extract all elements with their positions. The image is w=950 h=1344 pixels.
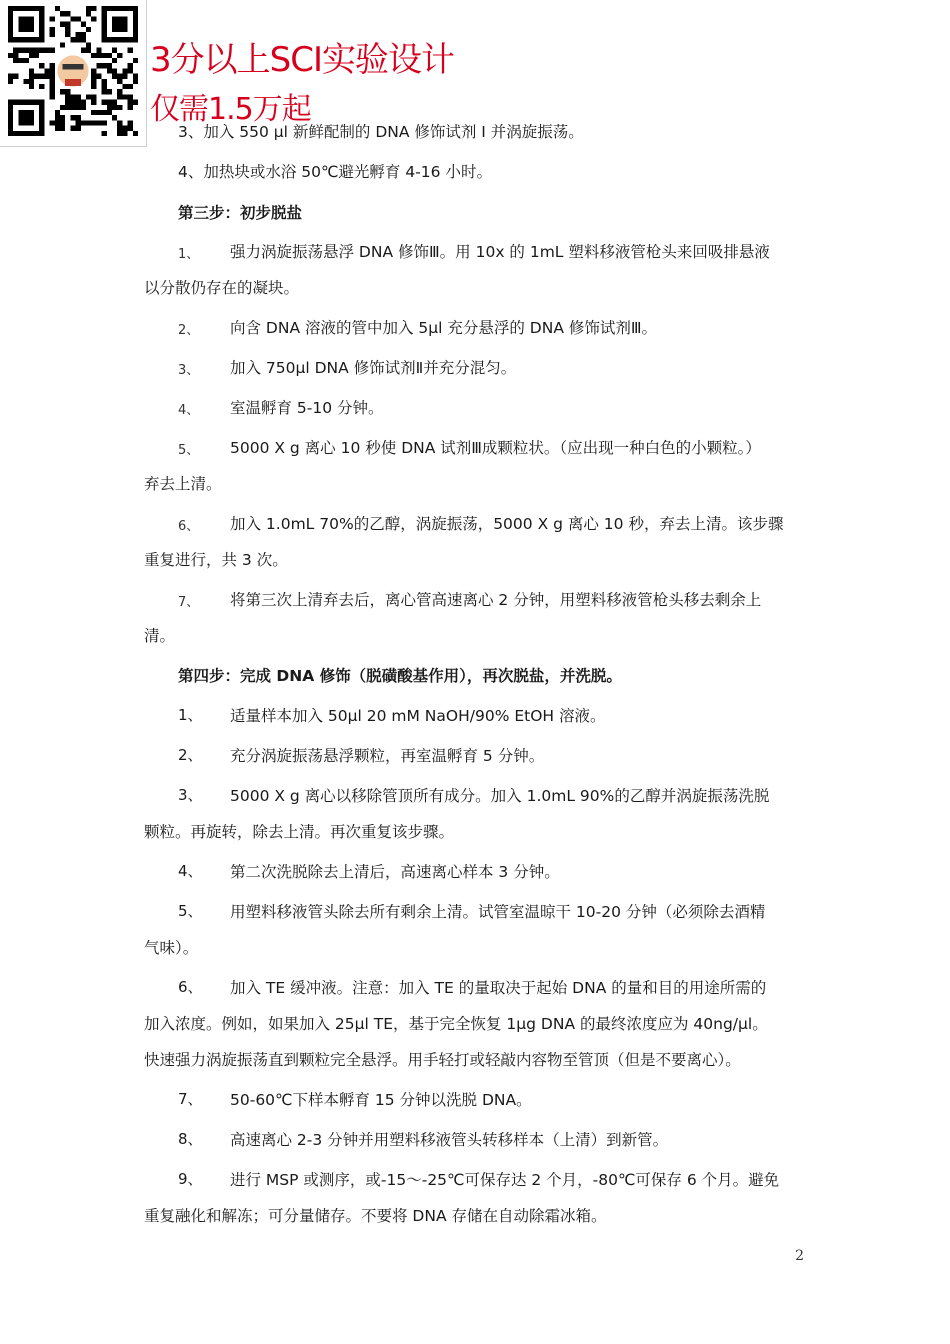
step3-item-1-num: 1、 [178, 247, 200, 262]
step3-item-4-num: 4、 [178, 403, 200, 418]
step3-item-5-num: 5、 [178, 443, 200, 458]
step4-item-4-num: 4、 [178, 862, 203, 880]
qr-code-image[interactable] [8, 6, 138, 136]
step3-item-5-line1: 5000 X g 离心 10 秒使 DNA 试剂Ⅲ成颗粒状。（应出现一种白色的小颗粒。） [230, 439, 761, 457]
promo-price: 仅需1.5万起 [150, 92, 311, 127]
step3-item-7-line1: 将第三次上清弃去后，离心管高速离心 2 分钟，用塑料移液管枪头移去剩余上 [230, 591, 762, 609]
step3-item-6-line2: 重复进行，共 3 次。 [144, 551, 288, 569]
step3-item-6-num: 6、 [178, 519, 200, 534]
step4-item-3-num: 3、 [178, 786, 203, 804]
step3-item-5-line2: 弃去上清。 [144, 475, 222, 493]
step3-item-7-num: 7、 [178, 595, 200, 610]
step3-item-3-line1: 加入 750μl DNA 修饰试剂Ⅱ并充分混匀。 [230, 359, 517, 377]
page-number: 2 [795, 1248, 804, 1264]
step3-item-6-line1: 加入 1.0mL 70%的乙醇，涡旋振荡，5000 X g 离心 10 秒，弃去上清。该步骤 [230, 515, 784, 533]
step3-heading: 第三步：初步脱盐 [178, 204, 303, 222]
step2-item-4: 4、加热块或水浴 50℃避光孵育 4-16 小时。 [178, 163, 492, 181]
step3-item-3-num: 3、 [178, 363, 200, 378]
step4-item-5-line1: 用塑料移液管头除去所有剩余上清。试管室温晾干 10-20 分钟（必须除去酒精 [230, 903, 766, 921]
step4-heading: 第四步：完成 DNA 修饰（脱磺酸基作用），再次脱盐，并洗脱。 [178, 667, 622, 685]
step4-item-1-line1: 适量样本加入 50μl 20 mM NaOH/90% EtOH 溶液。 [230, 707, 606, 725]
step4-item-1-num: 1、 [178, 706, 203, 724]
promo-headline: 3分以上SCI实验设计 [150, 40, 454, 80]
step4-item-5-line2: 气味）。 [144, 939, 199, 957]
step4-item-8-num: 8、 [178, 1130, 203, 1148]
step4-item-9-line2: 重复融化和解冻；可分量储存。不要将 DNA 存储在自动除霜冰箱。 [144, 1207, 607, 1225]
step3-item-1-line2: 以分散仍存在的凝块。 [144, 279, 300, 297]
step2-item-3: 3、加入 550 μl 新鲜配制的 DNA 修饰试剂 I 并涡旋振荡。 [178, 123, 584, 141]
step4-item-2-line1: 充分涡旋振荡悬浮颗粒，再室温孵育 5 分钟。 [230, 747, 545, 765]
step4-item-7-line1: 50-60℃下样本孵育 15 分钟以洗脱 DNA。 [230, 1091, 532, 1109]
step4-item-4-line1: 第二次洗脱除去上清后，高速离心样本 3 分钟。 [230, 863, 560, 881]
step3-item-7-line2: 清。 [144, 627, 176, 645]
step4-item-3-line1: 5000 X g 离心以移除管顶所有成分。加入 1.0mL 90%的乙醇并涡旋振荡洗脱 [230, 787, 770, 805]
step4-item-6-line3: 快速强力涡旋振荡直到颗粒完全悬浮。用手轻打或轻敲内容物至管顶（但是不要离心）。 [144, 1051, 741, 1069]
step3-item-2-line1: 向含 DNA 溶液的管中加入 5μl 充分悬浮的 DNA 修饰试剂Ⅲ。 [230, 319, 658, 337]
step3-item-4-line1: 室温孵育 5-10 分钟。 [230, 399, 384, 417]
step4-item-9-line1: 进行 MSP 或测序，或-15～-25℃可保存达 2 个月，-80℃可保存 6 个月。避免 [230, 1171, 780, 1189]
step4-item-3-line2: 颗粒。再旋转，除去上清。再次重复该步骤。 [144, 823, 455, 841]
step4-item-6-line2: 加入浓度。例如，如果加入 25μl TE，基于完全恢复 1μg DNA 的最终浓度应为 40ng/μl。 [144, 1015, 768, 1033]
step3-item-1-line1: 强力涡旋振荡悬浮 DNA 修饰Ⅲ。用 10x 的 1mL 塑料移液管枪头来回吸排悬液 [230, 243, 770, 261]
step4-item-7-num: 7、 [178, 1090, 203, 1108]
step4-item-2-num: 2、 [178, 746, 203, 764]
step4-item-6-line1: 加入 TE 缓冲液。注意：加入 TE 的量取决于起始 DNA 的量和目的用途所需的 [230, 979, 767, 997]
step3-item-2-num: 2、 [178, 323, 200, 338]
step4-item-6-num: 6、 [178, 978, 203, 996]
step4-item-9-num: 9、 [178, 1170, 203, 1188]
step4-item-8-line1: 高速离心 2-3 分钟并用塑料移液管头转移样本（上清）到新管。 [230, 1131, 669, 1149]
step4-item-5-num: 5、 [178, 902, 203, 920]
